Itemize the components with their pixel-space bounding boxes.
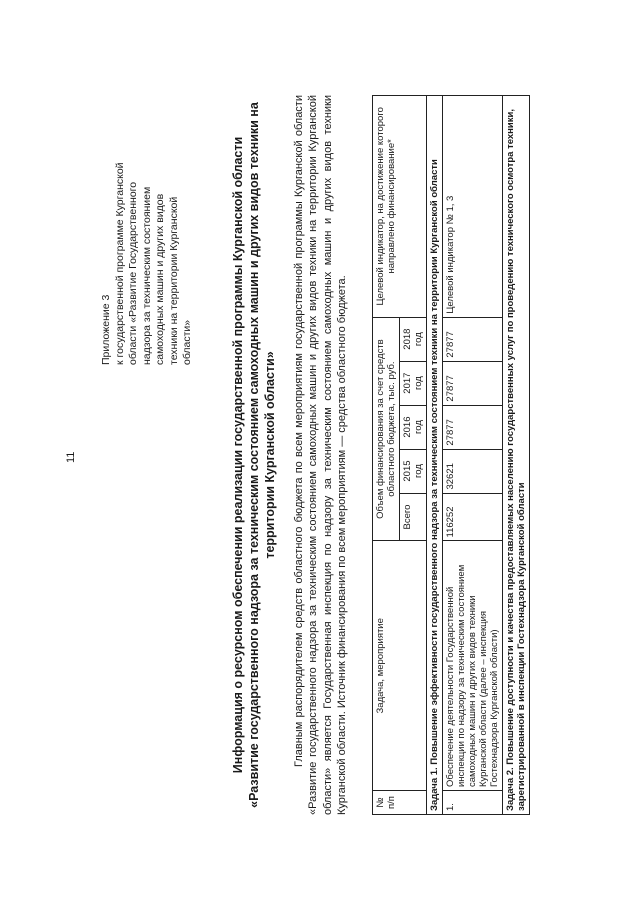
header-2018: 2018 год: [400, 317, 427, 361]
header-num: № п/п: [373, 791, 427, 815]
header-indicator: Целевой индикатор, на достижение которого направлено финансирование*: [373, 96, 427, 318]
header-total: Всего: [400, 493, 427, 541]
funding-table: [372, 95, 530, 815]
title-line: Информация о ресурсном обеспечении реализации государственной программы Курганской области: [231, 136, 245, 774]
row-2017: 27877: [443, 361, 503, 405]
table-row: [443, 96, 503, 815]
header-funding: Объем финансирования за счет средств областного бюджета, тыс. руб.: [373, 317, 400, 541]
row-num: 1.: [443, 791, 503, 815]
appendix-line: Приложение 3: [100, 294, 112, 365]
task-1-heading: Задача 1. Повышение эффективности государственного надзора за техническим состоянием техники на территории Курганской области: [427, 96, 443, 815]
page-number: 11: [65, 451, 77, 463]
header-2017: 2017 год: [400, 361, 427, 405]
title-line: «Развитие государственного надзора за техническим состоянием самоходных машин и других видов техники на: [247, 102, 261, 808]
header-2016: 2016 год: [400, 405, 427, 449]
header-task: Задача, мероприятие: [373, 541, 427, 791]
row-2015: 32621: [443, 449, 503, 493]
document-title: [230, 95, 278, 815]
appendix-line: самоходных машин и других видов: [154, 193, 166, 365]
row-text: Обеспечение деятельности Государственной инспекции по надзору за техническим состоянием самоходных машин и других видов техники Курганской области (далее – инспекция Гостехнадзора Курганской области): [443, 541, 503, 791]
task-2-heading: Задача 2. Повышение доступности и качества предоставляемых населению государственных услуг по проведению технического осмотра техники, зарегистрированной в инспекции Гостехнадзора Курганской области: [503, 96, 530, 815]
appendix-line: техники на территории Курганской: [167, 196, 180, 365]
body-paragraph: [292, 95, 350, 815]
appendix-line: надзора за техническим состоянием: [140, 186, 153, 365]
table-header-row: [373, 96, 400, 815]
appendix-line: области «Развитие Государственного: [127, 181, 139, 365]
title-line: территории Курганской области»: [263, 351, 277, 559]
header-2015: 2015 год: [400, 449, 427, 493]
row-indicator: Целевой индикатор № 1, 3: [443, 96, 503, 318]
table-row: [503, 96, 530, 815]
row-total: 116252: [443, 493, 503, 541]
paragraph-text: Главным распорядителем средств областного бюджета по всем мероприятиям государственной программы Курганской области «Развитие государственного надзора за техническим состоянием самоходных машин и других видов техники на территории Курганской области» является Государственная инспекция по надзору за техническим состоянием самоходных машин и других видов техники Курганской области. Источник финансирования по всем мероприятиям — средства областного бюджета.: [293, 95, 349, 815]
appendix-line: к государственной программе Курганской: [113, 162, 126, 365]
appendix-header: [100, 95, 195, 365]
row-2018: 27877: [443, 317, 503, 361]
table-row: [427, 96, 443, 815]
row-2016: 27877: [443, 405, 503, 449]
appendix-line: области»: [181, 319, 193, 365]
